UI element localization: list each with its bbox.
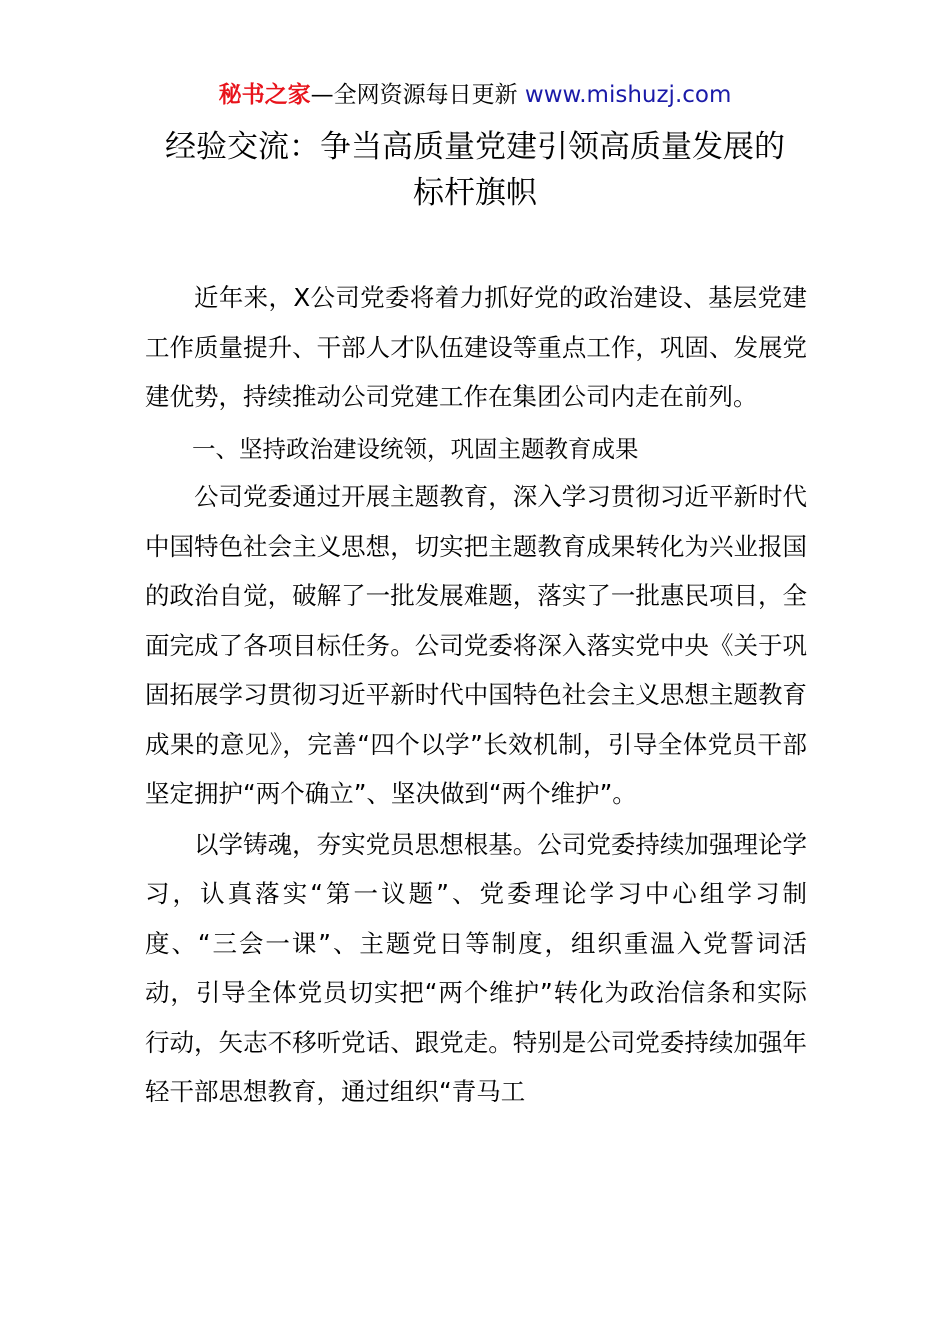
document-title xyxy=(60,124,890,216)
title-line-2: 标杆旗帜 xyxy=(413,175,537,211)
brand-name: 秘书之家 xyxy=(218,82,311,108)
paragraph-study: 以学铸魂，夯实党员思想根基。公司党委持续加强理论学习，认真落实“第一议题”、党委理论学习中心组学习制度、“三会一课”、主题党日等制度，组织重温入党誓词活动，引导全体党员切实把“两个维护”转化为政治信条和实际行动，矢志不移听党话、跟党走。特别是公司党委持续加强年轻干部思想教育，通过组织“青马工 xyxy=(145,829,807,1106)
document-body xyxy=(145,273,807,1117)
banner-slogan: —全网资源每日更新 xyxy=(310,82,525,108)
paragraph-theme-education: 公司党委通过开展主题教育，深入学习贯彻习近平新时代中国特色社会主义思想，切实把主题教育成果转化为兴业报国的政治自觉，破解了一批发展难题，落实了一批惠民项目，全面完成了各项目标任务。公司党委将深入落实党中央《关于巩固拓展学习贯彻习近平新时代中国特色社会主义思想主题教育成果的意见》，完善“四个以学”长效机制，引导全体党员干部坚定拥护“两个确立”、坚决做到“两个维护”。 xyxy=(145,482,807,808)
paragraph-intro: 近年来，X公司党委将着力抓好党的政治建设、基层党建工作质量提升、干部人才队伍建设等重点工作，巩固、发展党建优势，持续推动公司党建工作在集团公司内走在前列。 xyxy=(145,283,807,411)
title-line-1: 经验交流：争当高质量党建引领高质量发展的 xyxy=(165,129,785,165)
site-url-link[interactable]: www.mishuzj.com xyxy=(524,82,732,108)
site-banner xyxy=(0,79,950,111)
section-heading-1: 一、坚持政治建设统领，巩固主题教育成果 xyxy=(192,434,639,463)
